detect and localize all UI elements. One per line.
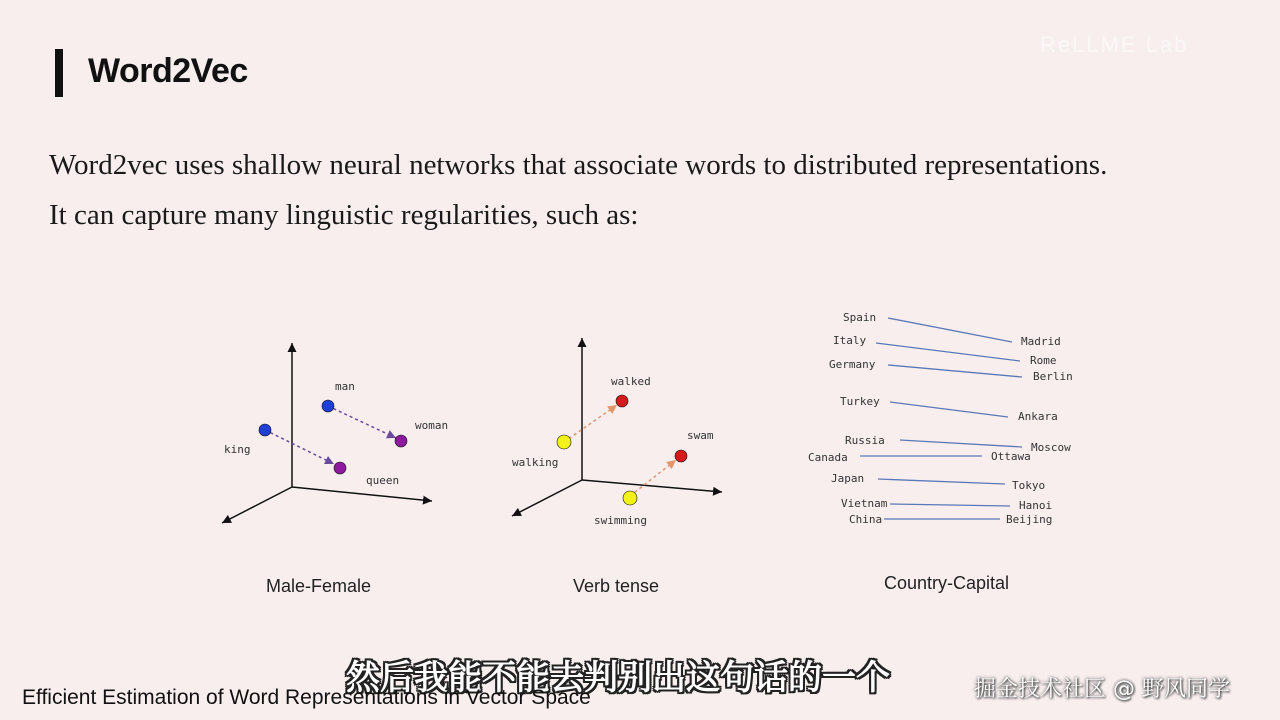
king-point: [259, 424, 271, 436]
walking-point: [557, 435, 571, 449]
capital-tokyo: Tokyo: [1012, 479, 1046, 492]
label-woman: woman: [415, 419, 449, 432]
capital-ankara: Ankara: [1018, 410, 1058, 423]
walked-point: [616, 395, 628, 407]
male-female-diagram: [210, 335, 450, 535]
z-axis: [512, 480, 582, 516]
country-spain: Spain: [843, 311, 877, 324]
pair-russia-moscow: [845, 434, 1071, 454]
woman-point: [395, 435, 407, 447]
caption-country-capital: Country-Capital: [884, 573, 1010, 593]
pair-japan-tokyo: [831, 472, 1045, 492]
swimming-point: [623, 491, 637, 505]
verb-tense-diagram: [500, 330, 740, 530]
pair-spain-madrid: [843, 311, 1061, 348]
country-vietnam: Vietnam: [841, 497, 888, 510]
label-walking: walking: [512, 456, 559, 469]
pair-turkey-ankara: [840, 395, 1058, 423]
country-italy: Italy: [833, 334, 867, 347]
label-swam: swam: [687, 429, 714, 442]
country-turkey: Turkey: [840, 395, 880, 408]
capital-berlin: Berlin: [1033, 370, 1073, 383]
capital-madrid: Madrid: [1021, 335, 1061, 348]
country-germany: Germany: [829, 358, 876, 371]
watermark-logo: ReLLME Lab: [1040, 32, 1189, 57]
footer-citation: Efficient Estimation of Word Representations in Vector Space: [22, 686, 591, 709]
capital-rome: Rome: [1030, 354, 1057, 367]
walking-walked-arrow: [564, 405, 617, 442]
pair-vietnam-hanoi: [841, 497, 1052, 512]
video-subtitle: 然后我能不能去判别出这句话的一个: [346, 658, 890, 698]
country-capital-diagram: [800, 305, 1100, 540]
body-text: [49, 140, 1107, 240]
man-woman-arrow: [328, 406, 396, 438]
body-line-1: Word2vec uses shallow neural networks that associate words to distributed representations.: [49, 149, 1108, 181]
queen-point: [334, 462, 346, 474]
caption-male-female: Male-Female: [266, 576, 372, 596]
swimming-swam-arrow: [630, 460, 676, 496]
swam-point: [675, 450, 687, 462]
capital-hanoi: Hanoi: [1019, 499, 1053, 512]
x-axis: [582, 480, 722, 492]
pair-china-beijing: [849, 513, 1052, 526]
man-point: [322, 400, 334, 412]
country-canada: Canada: [808, 451, 848, 464]
credit-watermark: 掘金技术社区 @ 野风同学: [974, 677, 1230, 702]
body-line-2: It can capture many linguistic regularities, such as:: [49, 199, 639, 231]
z-axis: [222, 487, 292, 523]
label-swimming: swimming: [594, 514, 647, 527]
capital-beijing: Beijing: [1006, 513, 1053, 526]
caption-verb-tense: Verb tense: [573, 576, 660, 596]
king-queen-arrow: [265, 430, 334, 464]
x-axis: [292, 487, 432, 501]
label-man: man: [335, 380, 355, 393]
label-walked: walked: [611, 375, 651, 388]
country-russia: Russia: [845, 434, 885, 447]
country-japan: Japan: [831, 472, 865, 485]
capital-ottawa: Ottawa: [991, 450, 1031, 463]
title-accent-bar: [55, 49, 63, 97]
slide-title: Word2Vec: [88, 52, 248, 90]
country-china: China: [849, 513, 883, 526]
capital-moscow: Moscow: [1031, 441, 1071, 454]
label-queen: queen: [366, 474, 400, 487]
pair-canada-ottawa: [808, 450, 1031, 464]
label-king: king: [224, 443, 251, 456]
